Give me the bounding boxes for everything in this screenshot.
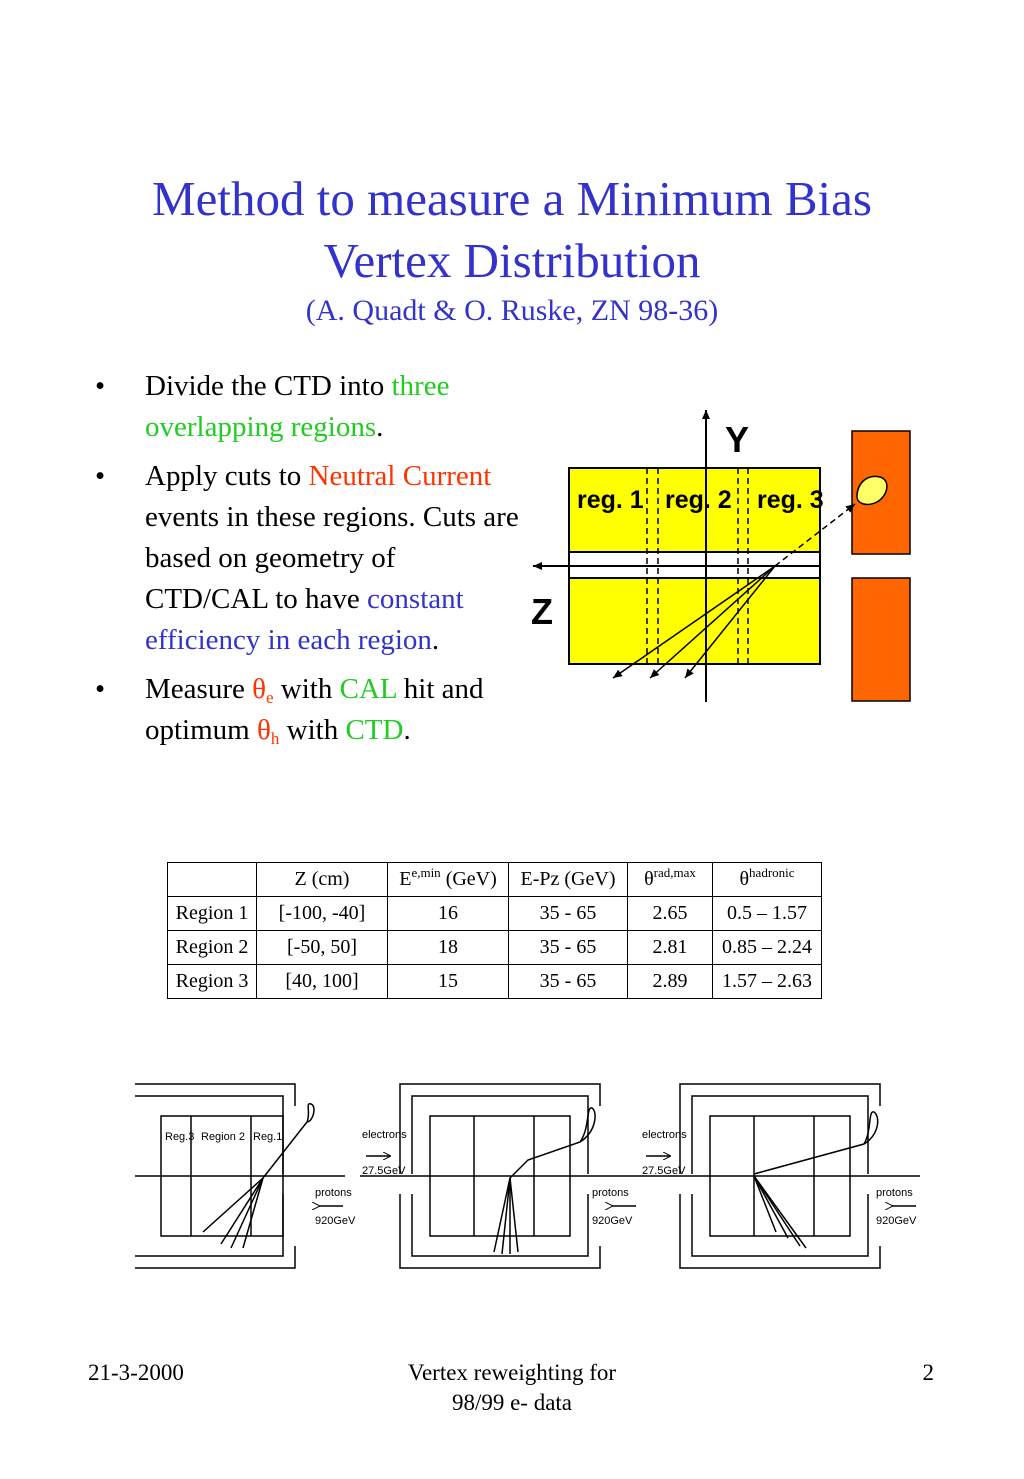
sketch1-region2: Region 2	[201, 1131, 246, 1143]
table-cell: Region 3	[168, 965, 257, 999]
theta-h: $\theta_h$	[256, 714, 280, 748]
sketch3-electrons: electrons	[642, 1129, 687, 1141]
region-1-label: reg. 1	[577, 486, 644, 514]
table-cell: 15	[388, 965, 509, 999]
y-axis-label: Y	[725, 419, 750, 460]
table-cell: [40, 100]	[257, 965, 388, 999]
bullet-3-end: .	[403, 714, 411, 746]
bullet-marker: •	[95, 460, 106, 492]
sketch1-protons: protons	[315, 1187, 352, 1199]
table-row	[168, 931, 822, 965]
title-line-2: Vertex Distribution	[323, 233, 701, 288]
table-cell: [-100, -40]	[257, 897, 388, 931]
header-epz: E-Pz (GeV)	[509, 863, 628, 897]
region-2-label: reg. 2	[665, 486, 732, 514]
sketch2-electrons: electrons	[362, 1129, 407, 1141]
table-cell: 35 - 65	[509, 897, 628, 931]
sketch1-reg3: Reg.3	[165, 1131, 195, 1143]
bullet-marker: •	[95, 673, 106, 705]
footer-center	[362, 1358, 662, 1418]
header-emin: $E^{e,min}$ (GeV)	[388, 863, 509, 897]
region-3-label: reg. 3	[757, 486, 824, 514]
bullet-2	[95, 456, 525, 661]
bullet-3-text: Measure	[145, 673, 253, 705]
bullet-3	[95, 669, 525, 751]
bullet-marker: •	[95, 370, 106, 402]
header-cell-empty	[168, 863, 257, 897]
sketch3-energy-e: 27.5GeV	[642, 1165, 686, 1177]
table-row	[168, 965, 822, 999]
table-row	[168, 897, 822, 931]
footer-center-line-2: 98/99 e- data	[451, 1390, 573, 1415]
footer-date: 21-3-2000	[88, 1360, 184, 1385]
table-cell: 2.65	[628, 897, 713, 931]
z-axis-label: Z	[531, 591, 553, 632]
bullet-3-ctd: CTD	[345, 714, 404, 746]
sketch1-reg1: Reg.1	[253, 1131, 283, 1143]
table-cell: 18	[388, 931, 509, 965]
bullet-1	[95, 366, 525, 448]
region-cuts-table	[167, 862, 822, 999]
sketch-electron-beam-1	[360, 1082, 640, 1270]
bullet-1-highlight: three overlapping regions	[145, 370, 450, 443]
slide-title	[0, 168, 1024, 292]
sketch2-energy-p: 920GeV	[592, 1215, 633, 1227]
title-line-1: Method to measure a Minimum Bias	[152, 171, 872, 226]
bullet-list	[95, 366, 525, 759]
bullet-3-with-2: with	[279, 714, 346, 746]
table-cell: 2.89	[628, 965, 713, 999]
bullet-2-highlight-red: Neutral Current	[308, 460, 492, 492]
bullet-2-text-mid: events in these regions. Cuts are based on geometry of CTD/CAL to have	[145, 501, 519, 615]
sketch3-energy-p: 920GeV	[876, 1215, 917, 1227]
sketch2-energy-e: 27.5GeV	[362, 1165, 406, 1177]
header-theta-had: $\theta^{hadronic}$	[713, 863, 822, 897]
header-z: Z (cm)	[257, 863, 388, 897]
bullet-3-mid: hit and optimum	[145, 673, 484, 746]
bullet-1-end: .	[376, 411, 384, 443]
table-cell: Region 2	[168, 931, 257, 965]
ctd-region-diagram	[525, 400, 925, 710]
table-cell: Region 1	[168, 897, 257, 931]
bullet-2-text: Apply cuts to	[145, 460, 309, 492]
table-cell: 16	[388, 897, 509, 931]
bullet-1-text: Divide the CTD into	[145, 370, 392, 402]
theta-e: $\theta_e$	[252, 673, 274, 707]
table-cell: 35 - 65	[509, 931, 628, 965]
table-cell: 1.57 – 2.63	[713, 965, 822, 999]
table-cell: 35 - 65	[509, 965, 628, 999]
bullet-2-highlight-blue: constant efficiency in each region	[145, 583, 464, 656]
table-header-row	[168, 863, 822, 897]
sketch2-protons: protons	[592, 1187, 629, 1199]
sketch-region-split	[135, 1082, 356, 1270]
bullet-3-with: with	[273, 673, 340, 705]
cal-lower	[852, 578, 910, 701]
sketch3-protons: protons	[876, 1187, 913, 1199]
sketch-electron-beam-2	[640, 1082, 920, 1270]
bullet-2-end: .	[431, 624, 440, 656]
header-theta-rad: $\theta^{rad,max}$	[628, 863, 713, 897]
table-cell: [-50, 50]	[257, 931, 388, 965]
table-cell: 2.81	[628, 931, 713, 965]
sketch1-energy: 920GeV	[315, 1215, 356, 1227]
slide-subtitle: (A. Quadt & O. Ruske, ZN 98-36)	[305, 294, 719, 327]
footer-center-line-1: Vertex reweighting for	[407, 1360, 617, 1385]
bullet-3-cal: CAL	[339, 673, 397, 705]
table-cell: 0.5 – 1.57	[713, 897, 822, 931]
footer-page-number: 2	[922, 1360, 934, 1385]
table-cell: 0.85 – 2.24	[713, 931, 822, 965]
